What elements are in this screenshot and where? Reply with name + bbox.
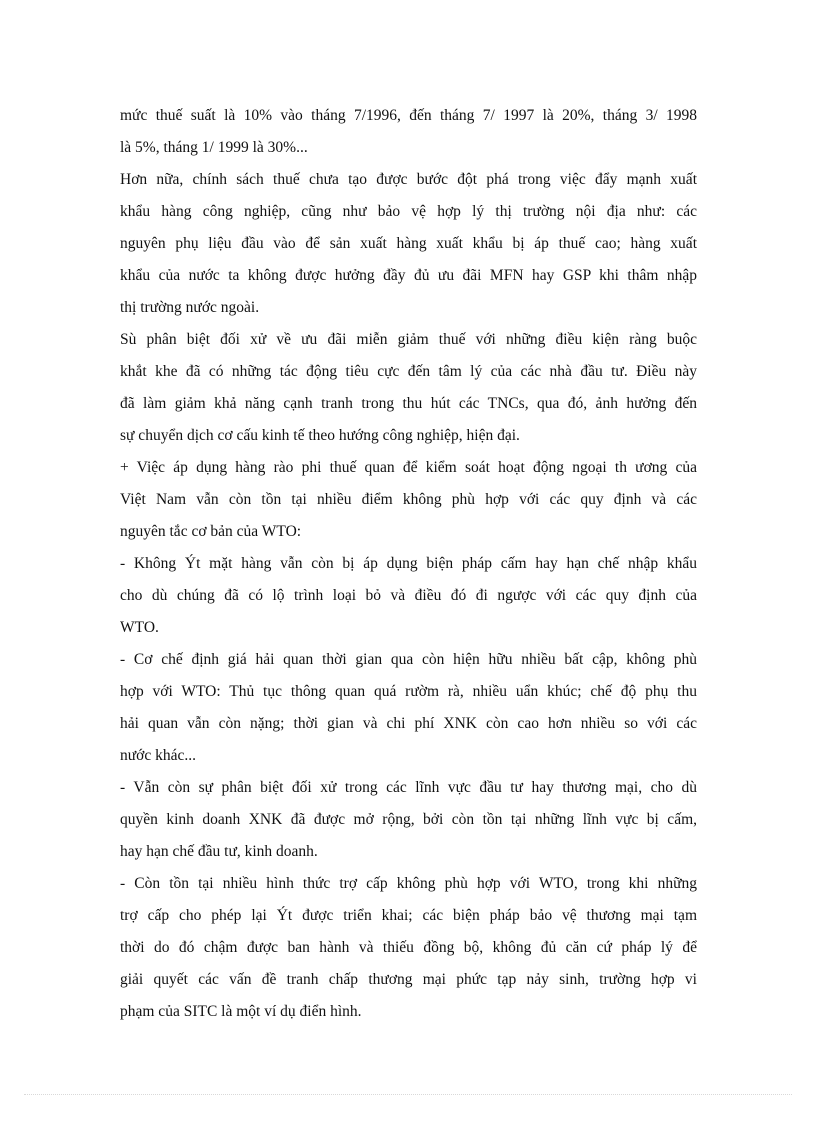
text-line: khẩu của nước ta không được hưởng đầy đủ ưu đãi MFN hay GSP khi thâm nhập [120, 267, 697, 284]
text-line: Việt Nam vẫn còn tồn tại nhiều điểm không phù hợp với các quy định và các [120, 491, 697, 508]
text-line: mức thuế suất là 10% vào tháng 7/1996, đến tháng 7/ 1997 là 20%, tháng 3/ 1998 [120, 107, 697, 124]
text-line: trợ cấp cho phép lại Ýt được triển khai; các biện pháp bảo vệ thương mại tạm [120, 907, 697, 924]
text-line: hợp với WTO: Thủ tục thông quan quá rườm rà, nhiều uẩn khúc; chế độ phụ thu [120, 683, 697, 700]
text-line: nguyên phụ liệu đầu vào để sản xuất hàng xuất khẩu bị áp thuế cao; hàng xuất [120, 235, 697, 252]
text-line: cho dù chúng đã có lộ trình loại bỏ và điều đó đi ngược với các quy định của [120, 587, 697, 604]
text-line: hay hạn chế đầu tư, kinh doanh. [120, 843, 318, 860]
text-line: WTO. [120, 619, 159, 636]
text-line: giải quyết các vấn đề tranh chấp thương mại phức tạp nảy sinh, trường hợp vi [120, 971, 697, 988]
text-line: thời do đó chậm được ban hành và thiếu đồng bộ, không đủ căn cứ pháp lý để [120, 939, 697, 956]
text-line: phạm của SITC là một ví dụ điển hình. [120, 1003, 362, 1020]
text-line: quyền kinh doanh XNK đã được mở rộng, bởi còn tồn tại những lĩnh vực bị cấm, [120, 811, 697, 828]
text-line: nước khác... [120, 747, 196, 764]
text-line: Sù phân biệt đối xử về ưu đãi miễn giảm thuế với những điều kiện ràng buộc [120, 331, 697, 348]
text-line: Hơn nữa, chính sách thuế chưa tạo được bước đột phá trong việc đẩy mạnh xuất [120, 171, 697, 188]
text-line: - Cơ chế định giá hải quan thời gian qua còn hiện hữu nhiều bất cập, không phù [120, 651, 697, 668]
text-line: nguyên tắc cơ bản của WTO: [120, 523, 302, 540]
text-line: đã làm giảm khả năng cạnh tranh trong thu hút các TNCs, qua đó, ảnh hưởng đến [120, 395, 697, 412]
text-line: thị trường nước ngoài. [120, 299, 260, 316]
text-line: khẩu hàng công nghiệp, cũng như bảo vệ hợp lý thị trường nội địa như: các [120, 203, 697, 220]
text-line: sự chuyển dịch cơ cấu kinh tế theo hướng công nghiệp, hiện đại. [120, 427, 520, 444]
text-line: khắt khe đã có những tác động tiêu cực đến tâm lý của các nhà đầu tư. Điều này [120, 363, 697, 380]
body-text [120, 100, 697, 1028]
text-line: - Vẫn còn sự phân biệt đối xử trong các lĩnh vực đầu tư hay thương mại, cho dù [120, 779, 697, 796]
text-line: là 5%, tháng 1/ 1999 là 30%... [120, 139, 308, 156]
text-line: + Việc áp dụng hàng rào phi thuế quan để kiểm soát hoạt động ngoại th ương của [120, 459, 697, 476]
text-line: - Không Ýt mặt hàng vẫn còn bị áp dụng biện pháp cấm hay hạn chế nhập khẩu [120, 555, 697, 572]
text-line: - Còn tồn tại nhiều hình thức trợ cấp không phù hợp với WTO, trong khi những [120, 875, 697, 892]
text-line: hải quan vẫn còn nặng; thời gian và chi phí XNK còn cao hơn nhiều so với các [120, 715, 697, 732]
page-bottom-divider [24, 1094, 792, 1095]
